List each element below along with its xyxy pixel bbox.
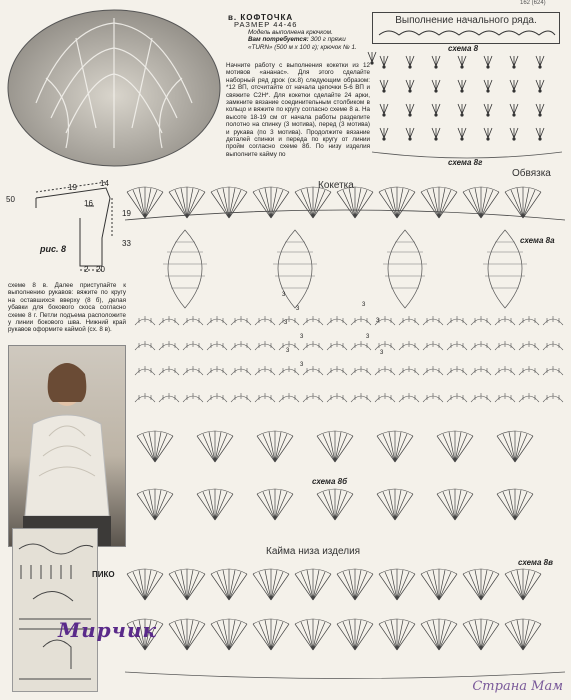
start-row-box — [372, 12, 560, 44]
page-title: КОФТОЧКА — [240, 13, 294, 22]
garment-photo — [6, 8, 222, 168]
motif-number: 3 — [380, 350, 384, 356]
motif-number: 3 — [362, 302, 366, 308]
dim-14: 14 — [100, 179, 109, 188]
author-signature: Мирчик — [58, 618, 158, 642]
stitch-illustrations — [12, 528, 98, 692]
dim-19-top: 19 — [68, 183, 77, 192]
piko-label: ПИКО — [92, 570, 115, 579]
dim-50: 50 — [6, 195, 15, 204]
motif-number: 3 — [286, 348, 290, 354]
dim-2: 2 — [84, 265, 89, 274]
scheme-8a-label: схема 8а — [520, 236, 555, 245]
instructions-paragraph-2: схеме 8 в. Далее приступайте к выполнению рукавов: вяжите по кругу на оставшихся вверху (8 б), делая убавки для бокового скоса согласно схеме 8 г. Петли подъема расположите у линии бокового шва. Нижний край рукавов оформите каймой (сх. 8 в). — [8, 282, 126, 334]
dim-33: 33 — [122, 239, 131, 248]
kaima-title: Кайма низа изделия — [266, 546, 361, 557]
motif-number: 3 — [296, 306, 300, 312]
section-letter: в. — [228, 13, 238, 22]
dim-20: 20 — [96, 265, 105, 274]
dim-19-side: 19 — [122, 209, 131, 218]
motif-number: 3 — [300, 334, 304, 340]
model-photo — [8, 345, 126, 547]
model-subtitle: Модель выполнена крючком. — [248, 28, 333, 36]
motif-number: 3 — [366, 334, 370, 340]
scheme-8g-label: схема 8г — [448, 158, 483, 167]
figure-label: рис. 8 — [40, 244, 67, 254]
materials-text: 300 г пряжи «TURN» (500 м х 100 г); крючок № 1. — [248, 36, 357, 51]
pattern-sketch-figure — [6, 178, 136, 278]
motif-number: 3 — [300, 362, 304, 368]
motif-number: 3 — [284, 320, 288, 326]
start-row-title: Выполнение начального ряда. — [395, 15, 537, 26]
obvyazka-label: Обвязка — [512, 168, 551, 179]
scheme-8-label: схема 8 — [448, 44, 479, 53]
scheme-8v-label: схема 8в — [518, 558, 553, 567]
koketka-label: Кокетка — [318, 180, 354, 191]
motif-number: 3 — [282, 292, 286, 298]
page-number: 162 (624) — [520, 0, 546, 6]
scheme-8-diagram — [372, 52, 562, 170]
site-watermark: Страна Мам — [472, 679, 563, 694]
instructions-paragraph-1: Начните работу с выполнения кокетки из 12 мотивов «ананас». Для этого сделайте наборный ряд дрок (ск.8) следующим образом: *12 ВП, отсчитайте от начала цепочки 5-6 ВП и свяжите С2Н*. Для кокетки сделайте 24 арки, замкните вязание соединительным столбиком в кольцо и вяжите по кругу согласно схеме 8 а. На высоте 18-19 см от начала работы разделите полотно на спинку (3 мотива), перед (3 мотива) и рукава (по 3 мотива). Продолжите вязание деталей спинки и переда по кругу от линии пройм согласно схеме 8б. По низу изделия выполните кайму по — [226, 62, 370, 158]
materials-label: Вам потребуется: — [248, 36, 309, 44]
scheme-8b-label: схема 8б — [312, 477, 348, 486]
size-label: РАЗМЕР 44-46 — [234, 20, 298, 30]
motif-number: 3 — [376, 318, 380, 324]
main-crochet-chart — [125, 180, 565, 685]
dim-16: 16 — [84, 199, 93, 208]
